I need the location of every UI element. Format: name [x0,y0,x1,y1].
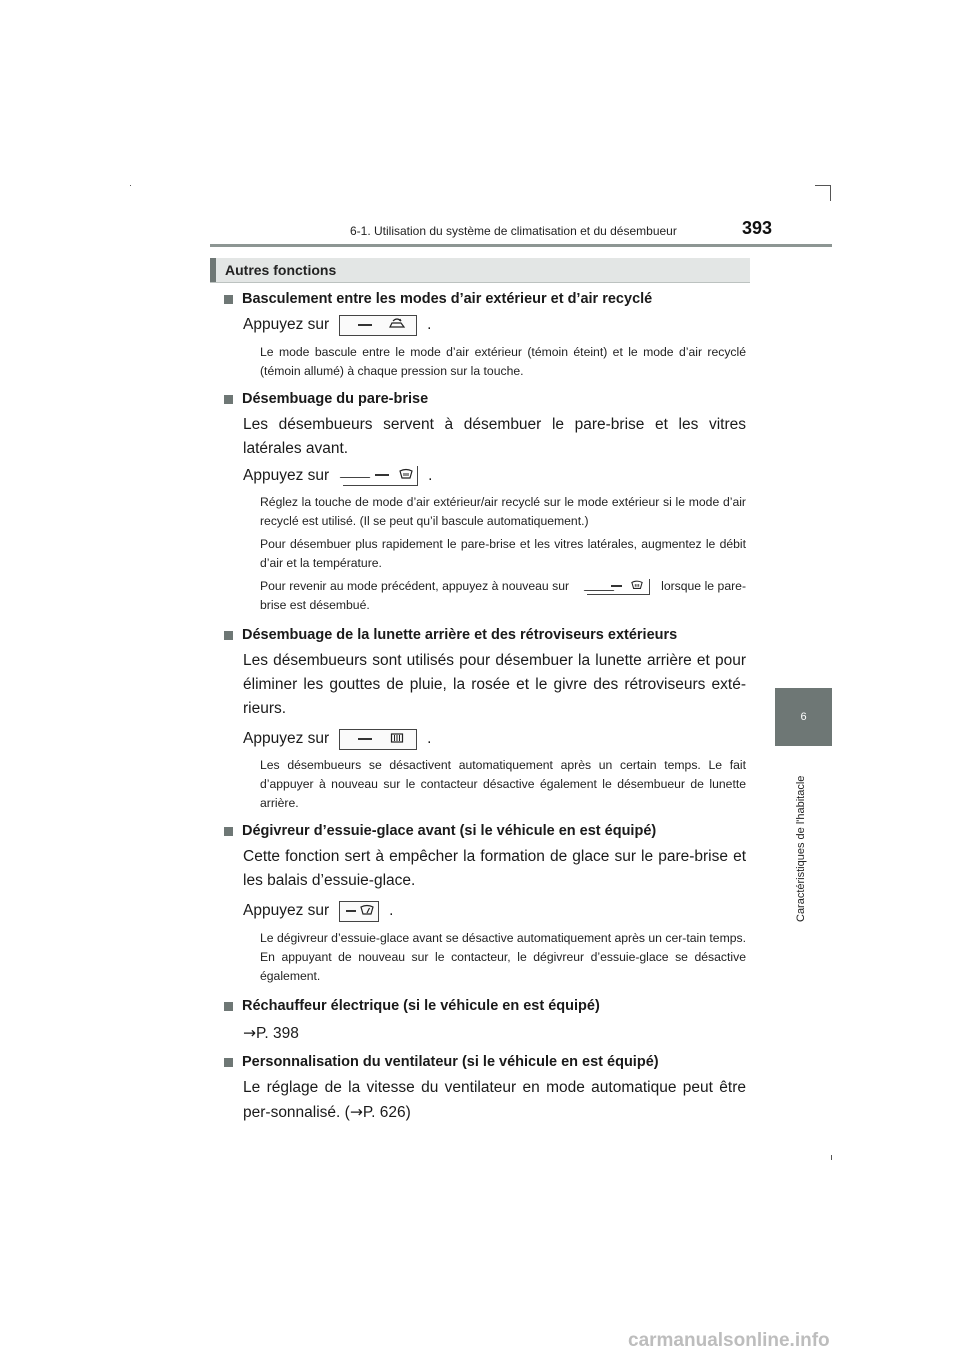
recirculation-button[interactable] [339,315,417,336]
note-text: Réglez la touche de mode d’air extérieur/air recyclé sur le mode extérieur si le mode d’air recyclé est utilisé. (Il se peut qu’il bascule automatiquement.) [260,495,746,528]
wiper-deicer-button[interactable] [339,901,379,922]
item-heading-rear: Désembuage de la lunette arrière et des rétroviseurs extérieurs [224,624,746,646]
chapter-title: 6-1. Utilisation du système de climatisation et du désembueur [350,224,677,238]
wiper-deicer-icon [360,903,374,922]
body-text: Le réglage de la vitesse du ventilateur en mode automatique peut être per-sonnalisé. (→P. 626) [243,1079,746,1121]
bullet-square-icon [224,631,233,640]
note-text: Pour revenir au mode précédent, appuyez à nouveau sur lorsque le pare-brise est désembué. [260,579,746,612]
item-heading-windshield: Désembuage du pare-brise [224,388,746,410]
crop-mark [831,1155,832,1160]
recirculation-car-icon [388,317,406,336]
bullet-square-icon [224,827,233,836]
arrow-right-icon: → [349,1103,363,1121]
chapter-side-label: Caractéristiques de l'habitacle [795,775,807,922]
note-text: Le mode bascule entre le mode d’air extérieur (témoin éteint) et le mode d’air recyclé (témoin allumé) à chaque pression sur la touche. [260,345,746,378]
item-heading-fan: Personnalisation du ventilateur (si le véhicule en est équipé) [224,1051,746,1073]
press-instruction: Appuyez sur . [243,727,746,751]
bullet-square-icon [224,395,233,404]
page-reference: →P. 398 [243,1024,299,1042]
rear-defrost-icon [390,731,404,750]
header-rule [210,244,832,247]
bullet-square-icon [224,295,233,304]
note-text: Les désembueurs se désactivent automatiquement après un certain temps. Le fait d’appuyer à nouveau sur le contacteur désactive également le désembueur de lunette arrière. [260,758,746,810]
item-heading-heater: Réchauffeur électrique (si le véhicule en est équipé) [224,995,746,1017]
crop-mark [830,185,831,201]
section-title: Autres fonctions [210,258,750,283]
body-text: Les désembueurs servent à désembuer le pare-brise et les vitres latérales avant. [243,416,746,457]
chapter-tab: 6 [775,688,832,746]
watermark: carmanualsonline.info [628,1330,830,1351]
body-text: Les désembueurs sont utilisés pour désembuer la lunette arrière et pour éliminer les gouttes de pluie, la rosée et le givre des rétroviseurs exté-rieurs. [243,652,746,717]
crop-mark [130,185,131,186]
note-text: Pour désembuer plus rapidement le pare-brise et les vitres latérales, augmentez le débit d’air et la température. [260,537,746,570]
item-heading-wiper: Dégivreur d’essuie-glace avant (si le véhicule en est équipé) [224,820,746,842]
windshield-defrost-button[interactable] [343,466,418,486]
press-instruction: Appuyez sur . [243,313,746,337]
windshield-defrost-button-inline[interactable] [587,579,650,595]
bullet-square-icon [224,1002,233,1011]
press-instruction: Appuyez sur . [243,467,433,484]
item-heading-recirc: Basculement entre les modes d’air extérieur et d’air recyclé [224,288,746,310]
windshield-defrost-icon [631,579,643,596]
rear-defrost-button[interactable] [339,729,417,750]
page-number: 393 [742,218,773,238]
crop-mark [815,185,831,186]
windshield-defrost-icon [399,467,413,486]
bullet-square-icon [224,1058,233,1067]
body-text: Cette fonction sert à empêcher la formation de glace sur le pare-brise et les balais d’essuie-glace. [243,848,746,889]
page-content [224,288,746,1125]
note-text: Le dégivreur d’essuie-glace avant se désactive automatiquement après un cer-tain temps. En appuyant de nouveau sur le contacteur, le dégivreur d’essuie-glace se désactive également. [260,931,746,983]
arrow-right-icon: → [243,1024,256,1042]
press-instruction: Appuyez sur . [243,899,746,923]
section-rule [210,282,750,283]
